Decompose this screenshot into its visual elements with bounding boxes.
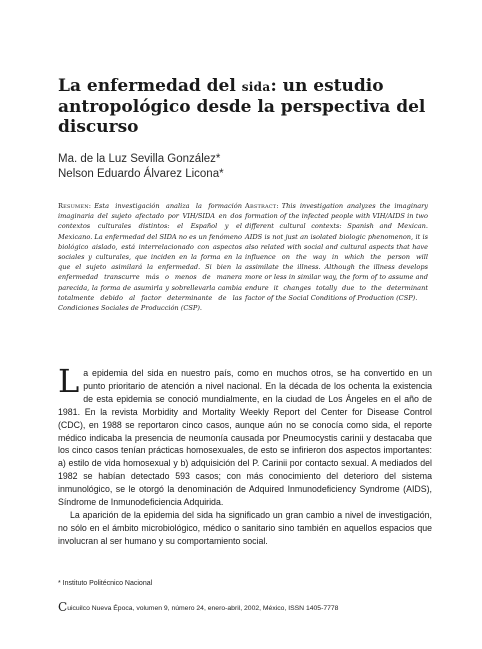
abstract-spanish-label: Resumen: (58, 202, 92, 210)
abstract-english-text: This investigation analyzes the imaginary formation of the infected people with VIH/AIDS in two different cultural contexts: Spanish and Mexican. AIDS is not just an isolated biologic phenomenon, it is also related with social and cultural aspects that have influence on the way in which the person will assimilate the illness. Although the illness develops more or less in similar way, the form of to assume and endure it changes totally due to the determinant factor of the Social Conditions of Production (CSP). (245, 202, 428, 302)
article-body (58, 362, 432, 548)
body-paragraph-2: La aparición de la epidemia del sida ha significado un gran cambio a nivel de investigación, no sólo en el ámbito microbiológico, médico o sanitario sino también en aquellos espacios que involucran al ser humano y su comportamiento social. (58, 509, 432, 546)
body-paragraph-1 (58, 362, 432, 509)
page-footer (58, 600, 438, 614)
author-2: Nelson Eduardo Álvarez Licona* (58, 168, 224, 180)
footnote: * Instituto Politécnico Nacional (58, 580, 153, 587)
article-title (58, 76, 438, 137)
title-part-1: La enfermedad del (58, 76, 242, 96)
footer-citation: uicuilco Nueva Época, volumen 9, número 24, enero-abril, 2002, México, ISSN 1405-7778 (67, 605, 339, 612)
abstract-spanish (58, 201, 242, 313)
body-paragraph-1-text: a epidemia del sida en nuestro país, como en muchos otros, se ha convertido en un punto prioritario de atención a nivel nacional. En la década de los ochenta la existencia de esta epidemia se conoció mundialmente, en la ciudad de Los Ángeles en el año de 1981. En la revista Morbidity and Mortality Weekly Report del Center for Disease Control (CDC), en 1988 se reportaron cinco casos, aunque aún no se conocía como sida, el reporte médico indicaba la presencia de neumonía causada por Pneumocystis carinii y destacaba que los cinco casos tenían prácticas homosexuales, de esto se infirieron dos aspectos importantes: a) estilo de vida homosexual y b) adquisición del P. Carinii por contacto sexual. A mediados del 1982 se habían detectado 593 casos; con más conocimiento del deterioro del sistema inmunológico, se le otorgó la denominación de Adquired Inmunodeficiency Syndrome (AIDS), Síndrome de Inmunodeficiencia Adquirida. (58, 368, 432, 508)
abstract-english-label: Abstract: (245, 202, 279, 210)
journal-logo: C (58, 600, 68, 614)
title-sida: sida (241, 80, 271, 94)
drop-cap: L (58, 362, 80, 400)
abstract-english (245, 201, 428, 303)
title-part-2: : un estudio antropológico desde la perspectiva del discurso (58, 76, 426, 137)
author-1: Ma. de la Luz Sevilla González* (58, 153, 221, 165)
abstract-spanish-text: Esta investigación analiza la formación imaginaria del sujeto afectado por VIH/SIDA en dos contextos culturales distintos: el Español y el Mexicano. La enfermedad del SIDA no es un fenómeno biológico aislado, está interrelacionado con aspectos sociales y culturales, que inciden en la forma en la que el sujeto asimilará la enfermedad. Si bien la enfermedad transcurre más o menos de manera parecida, la forma de asumirla y sobrellevarla cambia totalmente debido al factor determinante de las Condiciones Sociales de Producción (CSP). (58, 202, 242, 313)
author-list (58, 152, 438, 182)
